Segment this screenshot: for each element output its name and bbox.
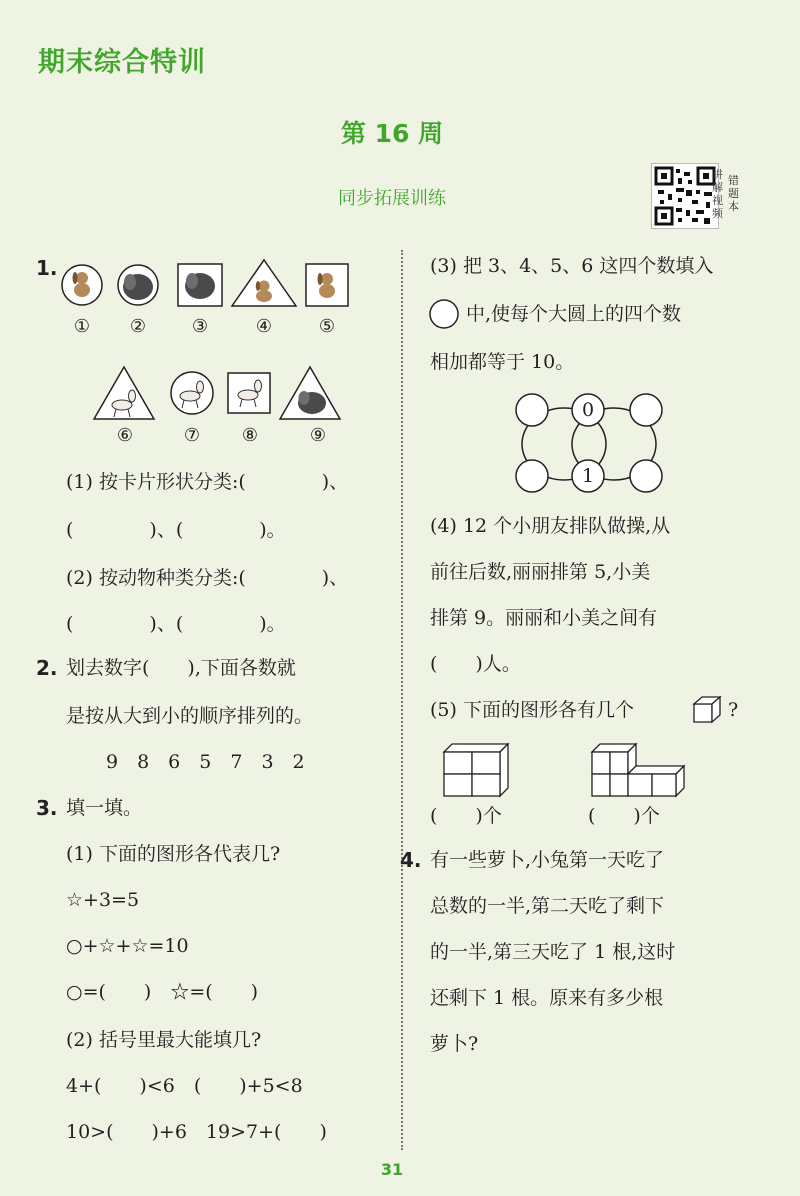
q3-equation-1: ☆+3=5 xyxy=(66,889,140,911)
q3-inequality-2: 10>( )+6 19>7+( ) xyxy=(66,1121,327,1143)
qr-caption-errors: 错题本 xyxy=(728,174,739,213)
card-label-1: ① xyxy=(73,316,91,337)
card-label-4: ④ xyxy=(255,316,273,337)
card-label-3: ③ xyxy=(191,316,209,337)
qr-caption-video: 讲解视频 xyxy=(712,168,723,220)
animal-cards-row-2 xyxy=(92,365,342,423)
circle-bottom-value: 1 xyxy=(581,465,595,487)
card-4-triangle-dog xyxy=(232,260,296,306)
q3-answer-count-2: ( )个 xyxy=(588,805,660,827)
q3-equation-3: ○=( ) ☆=( ) xyxy=(66,981,259,1003)
column-divider xyxy=(401,250,403,1150)
q1-part2-line1: (2) 按动物种类分类:( )、 xyxy=(66,567,349,589)
subtitle: 同步拓展训练 xyxy=(338,188,446,209)
card-7-circle-horse xyxy=(171,372,213,414)
q4-line-2: 总数的一半,第二天吃了剩下 xyxy=(430,895,665,917)
q3-part3-line3: 相加都等于 10。 xyxy=(430,351,575,373)
q3-part5-end: ? xyxy=(728,699,739,721)
q3-part2: (2) 括号里最大能填几? xyxy=(66,1029,262,1051)
cube-icon xyxy=(692,694,724,724)
card-label-5: ⑤ xyxy=(318,316,336,337)
card-label-9: ⑨ xyxy=(309,425,327,446)
week-title: 第 16 周 xyxy=(340,119,444,148)
question-number-4: 4. xyxy=(400,848,422,872)
q3-part3-line2: 中,使每个大圆上的四个数 xyxy=(466,303,682,325)
card-1-circle-dog xyxy=(62,265,102,305)
q3-title: 填一填。 xyxy=(66,797,143,819)
cube-stack-figure-2 xyxy=(588,740,688,800)
card-9-triangle-elephant xyxy=(280,367,340,419)
card-label-7: ⑦ xyxy=(183,425,201,446)
q3-inequality-1: 4+( )<6 ( )+5<8 xyxy=(66,1075,303,1097)
card-6-triangle-horse xyxy=(94,367,154,419)
empty-circle-icon xyxy=(428,298,460,330)
q3-part4-line1: (4) 12 个小朋友排队做操,从 xyxy=(430,515,671,537)
q1-part1-line2: ( )、( )。 xyxy=(66,519,286,541)
q4-line-1: 有一些萝卜,小兔第一天吃了 xyxy=(430,849,665,871)
circle-top-value: 0 xyxy=(581,399,595,421)
card-label-8: ⑧ xyxy=(241,425,259,446)
q3-part1: (1) 下面的图形各代表几? xyxy=(66,843,281,865)
card-8-square-horse xyxy=(228,373,270,413)
q3-answer-count-1: ( )个 xyxy=(430,805,502,827)
q3-equation-2: ○+☆+☆=10 xyxy=(66,935,189,957)
q3-part4-line3: 排第 9。丽丽和小美之间有 xyxy=(430,607,658,629)
page-number: 31 xyxy=(380,1160,404,1179)
q4-line-3: 的一半,第三天吃了 1 根,这时 xyxy=(430,941,676,963)
card-label-2: ② xyxy=(129,316,147,337)
card-label-6: ⑥ xyxy=(116,425,134,446)
animal-cards-row-1 xyxy=(60,258,350,320)
q4-line-4: 还剩下 1 根。原来有多少根 xyxy=(430,987,664,1009)
q2-line2: 是按从大到小的顺序排列的。 xyxy=(66,705,314,727)
q4-line-5: 萝卜? xyxy=(430,1033,479,1055)
card-3-square-elephant xyxy=(178,264,222,306)
q3-part4-line2: 前往后数,丽丽排第 5,小美 xyxy=(430,561,651,583)
card-2-circle-elephant xyxy=(118,265,158,305)
q3-part5: (5) 下面的图形各有几个 xyxy=(430,699,634,721)
question-number-3: 3. xyxy=(36,796,58,820)
card-5-square-dog xyxy=(306,264,348,306)
section-title: 期末综合特训 xyxy=(38,47,206,78)
cube-stack-figure-1 xyxy=(440,740,512,800)
q3-part3-line1: (3) 把 3、4、5、6 这四个数填入 xyxy=(430,255,714,277)
q2-digit-sequence: 9 8 6 5 7 3 2 xyxy=(106,751,305,773)
q3-part4-line4: ( )人。 xyxy=(430,653,521,675)
question-number-2: 2. xyxy=(36,656,58,680)
question-number-1: 1. xyxy=(36,256,58,280)
qr-code-icon[interactable] xyxy=(651,163,719,229)
q2-line1: 划去数字( ),下面各数就 xyxy=(66,657,296,679)
q1-part1-line1: (1) 按卡片形状分类:( )、 xyxy=(66,471,349,493)
q1-part2-line2: ( )、( )。 xyxy=(66,613,286,635)
